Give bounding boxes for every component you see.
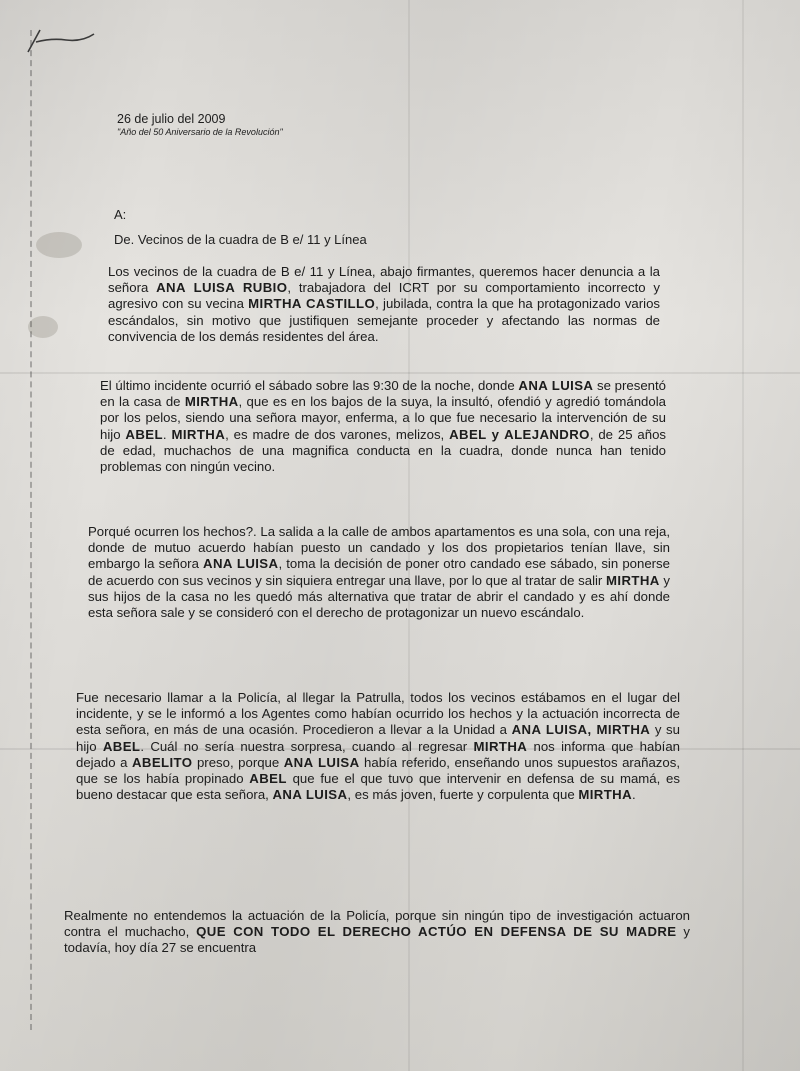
paragraph-1 (108, 264, 660, 345)
paragraph-text: y sus hijos de la casa no les quedó más alternativa que tratar de abrir el candado y es ahí donde esta señora sale y se consideró con el derecho de protagonizar un nuevo escándalo. (88, 572, 670, 621)
bold-name-text: ABEL (125, 426, 163, 442)
paragraph-text: Realmente no entendemos la actuación de la Policía, porque sin ningún tipo de investigación actuaron contra el muchacho, (64, 908, 690, 940)
paragraph-2 (100, 378, 666, 475)
paragraph-text: , es madre de dos varones, melizos, (225, 426, 450, 442)
to-label: A: (114, 207, 127, 222)
paragraph-text: , trabajadora del ICRT por su comportamiento incorrecto y agresivo con su vecina (108, 280, 660, 312)
from-label: De. Vecinos de la cuadra de B e/ 11 y Línea (114, 232, 367, 247)
paragraph-text: Porqué ocurren los hechos?. La salida a la calle de ambos apartamentos es una sola, con una reja, donde de mutuo acuerdo habían puesto un candado y los dos propietarios tenían llave, sin embargo la señora (88, 524, 670, 572)
paragraph-text: , que es en los bajos de la suya, la insultó, ofendió y agredió tomándola por los pelos, siendo una señora mayor, enferma, a lo que fue necesario la intervención de su hijo (100, 394, 666, 442)
paper-fold (0, 372, 800, 374)
bold-name-text: MIRTHA (184, 394, 239, 410)
paragraph-4 (76, 690, 680, 803)
bold-name-text: MIRTHA (171, 426, 226, 442)
paper-fold (742, 0, 744, 1071)
paragraph-text: , jubilada, contra la que ha protagonizado varios escándalos, sin motivo que justifiquen semejante proceder y afectando las normas de convivencia de los demás residentes del área. (108, 296, 660, 344)
margin-line (30, 30, 32, 1030)
paragraph-text: nos informa que habían dejado a (76, 738, 680, 770)
bold-name-text: ANA LUISA (203, 556, 279, 572)
bold-name-text: MIRTHA CASTILLO (248, 296, 376, 312)
paragraph-text: y su hijo (76, 722, 680, 754)
paragraph-5 (64, 908, 690, 957)
paragraph-text: , toma la decisión de poner otro candado ese sábado, sin ponerse de acuerdo con sus vecinos y sin siquiera entregar una llave, por lo que al tratar de salir (88, 556, 670, 588)
bold-name-text: ABEL y ALEJANDRO (449, 426, 590, 442)
bold-name-text: ANA LUISA, MIRTHA (511, 722, 651, 738)
paragraph-text: . (632, 787, 636, 803)
bold-name-text: ANA LUISA (272, 787, 348, 803)
paragraph-text: Los vecinos de la cuadra de B e/ 11 y Línea, abajo firmantes, queremos hacer denuncia a la señora (108, 264, 660, 296)
bold-name-text: QUE CON TODO EL DERECHO ACTÚO EN DEFENSA DE SU MADRE (196, 924, 677, 940)
paragraph-text: El último incidente ocurrió el sábado sobre las 9:30 de la noche, donde (100, 378, 519, 393)
paragraph-text: preso, porque (192, 754, 284, 770)
bold-name-text: ABEL (249, 771, 287, 787)
paragraph-text: se presentó en la casa de (100, 378, 666, 410)
bold-name-text: ABEL (102, 738, 141, 754)
paragraph-text: y todavía, hoy día 27 se encuentra (64, 924, 690, 956)
paragraph-text: . (162, 426, 172, 442)
letter-motto: "Año del 50 Aniversario de la Revolución" (117, 127, 283, 137)
pen-mark-icon (22, 20, 102, 60)
bold-name-text: ANA LUISA RUBIO (156, 280, 288, 296)
bold-name-text: MIRTHA (578, 787, 633, 803)
paragraph-text: , es más joven, fuerte y corpulenta que (347, 787, 579, 803)
paper-stain (36, 232, 82, 258)
bold-name-text: ANA LUISA (283, 754, 360, 770)
bold-name-text: ANA LUISA (518, 378, 594, 393)
bold-name-text: MIRTHA (473, 738, 528, 754)
bold-name-text: ABELITO (132, 754, 193, 770)
paragraph-text: , de 25 años de edad, muchachos de una magnifica conducta en la cuadra, donde nunca han tenido problemas con ningún vecino. (100, 426, 667, 475)
paragraph-3 (88, 524, 670, 621)
paragraph-text: había referido, enseñando unos supuestos arañazos, que se los había propinado (76, 754, 680, 787)
bold-name-text: MIRTHA (606, 572, 660, 588)
date-header (117, 112, 283, 137)
paper-stain (28, 316, 58, 338)
paragraph-text: . Cuál no sería nuestra sorpresa, cuando al regresar (140, 738, 474, 754)
paragraph-text: Fue necesario llamar a la Policía, al llegar la Patrulla, todos los vecinos estábamos en el lugar del incidente, y se le informó a los Agentes como habían ocurrido los hechos y la actuación incorrecta de esta señora, en más de una ocasión. Procedieron a llevar a la Unidad a (76, 690, 680, 738)
letter-date: 26 de julio del 2009 (117, 112, 226, 126)
paragraph-text: que fue el que tuvo que intervenir en defensa de su mamá, es bueno destacar que esta señora, (76, 771, 680, 803)
